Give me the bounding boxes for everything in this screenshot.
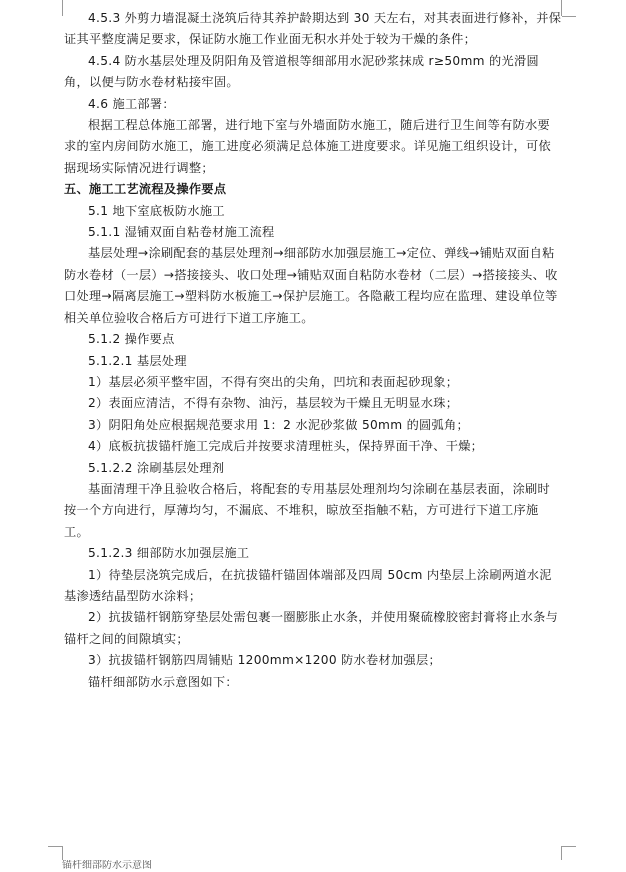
crop-mark-bottom-left-horizontal — [48, 846, 62, 847]
paragraph: 基面清理干净且验收合格后，将配套的专用基层处理剂均匀涂刷在基层表面，涂刷时按一个方向进行，厚薄均匀，不漏底、不堆积，晾放至指触不粘，方可进行下道工序施工。 — [64, 481, 551, 539]
paragraph: 基层处理→涂刷配套的基层处理剂→细部防水加强层施工→定位、弹线→铺贴双面自粘防水卷材（一层）→搭接接头、收口处理→铺贴双面自粘防水卷材（二层）→搭接接头、收口处理→隔离层施工→塑料防水板施工→保护层施工。各隐蔽工程均应在监理、建设单位等相关单位验收合格后方可进行下道工序施工。 — [64, 246, 558, 325]
crop-mark-bottom-right-vertical — [561, 846, 562, 860]
paragraph: 5.1.2.3 细部防水加强层施工 — [88, 546, 250, 561]
paragraph: 5.1.1 湿铺双面自粘卷材施工流程 — [88, 225, 275, 240]
paragraph: 5.1.2.2 涂刷基层处理剂 — [88, 460, 225, 475]
paragraph: 5.1.2 操作要点 — [88, 332, 175, 347]
paragraph: 4.5.3 外剪力墙混凝土浇筑后待其养护龄期达到 30 天左右，对其表面进行修补，并保证其平整度满足要求，保证防水施工作业面无积水并处于较为干燥的条件； — [64, 11, 562, 47]
next-page-fragment: 锚杆细部防水示意图 — [62, 860, 152, 871]
crop-mark-bottom-left-vertical — [62, 846, 63, 860]
crop-mark-bottom-right-horizontal — [562, 846, 576, 847]
section-heading: 五、施工工艺流程及操作要点 — [64, 182, 227, 197]
paragraph: 2）抗拔锚杆钢筋穿垫层处需包裹一圈膨胀止水条，并使用聚硫橡胶密封膏将止水条与锚杆之间的间隙填实； — [64, 610, 559, 646]
crop-mark-top-left-vertical — [62, 0, 63, 16]
paragraph: 5.1.2.1 基层处理 — [88, 353, 187, 368]
paragraph: 4.6 施工部署： — [88, 96, 175, 111]
paragraph: 锚杆细部防水示意图如下： — [88, 674, 238, 689]
paragraph: 3）抗拔锚杆钢筋四周铺贴 1200mm×1200 防水卷材加强层； — [88, 653, 441, 668]
paragraph: 5.1 地下室底板防水施工 — [88, 203, 225, 218]
paragraph: 1）基层必须平整牢固，不得有突出的尖角，凹坑和表面起砂现象； — [88, 374, 459, 389]
paragraph: 1）待垫层浇筑完成后，在抗拔锚杆锚固体端部及四周 50cm 内垫层上涂刷两道水泥基渗透结晶型防水涂料； — [64, 567, 552, 603]
paragraph: 2）表面应清洁，不得有杂物、油污，基层较为干燥且无明显水珠； — [88, 396, 459, 411]
paragraph: 4）底板抗拔锚杆施工完成后并按要求清理桩头，保持界面干净、干燥； — [88, 439, 484, 454]
paragraph: 根据工程总体施工部署，进行地下室与外墙面防水施工，随后进行卫生间等有防水要求的室内房间防水施工，施工进度必须满足总体施工进度要求。详见施工组织设计，可依据现场实际情况进行调整； — [64, 118, 552, 175]
paragraph: 4.5.4 防水基层处理及阴阳角及管道根等细部用水泥砂浆抹成 r≥50mm 的光滑圆角，以便与防水卷材粘接牢固。 — [64, 53, 539, 90]
paragraph: 3）阴阳角处应根据规范要求用 1：2 水泥砂浆做 50mm 的圆弧角； — [88, 417, 470, 432]
crop-mark-top-right-horizontal — [562, 16, 576, 17]
document-body — [64, 8, 562, 693]
